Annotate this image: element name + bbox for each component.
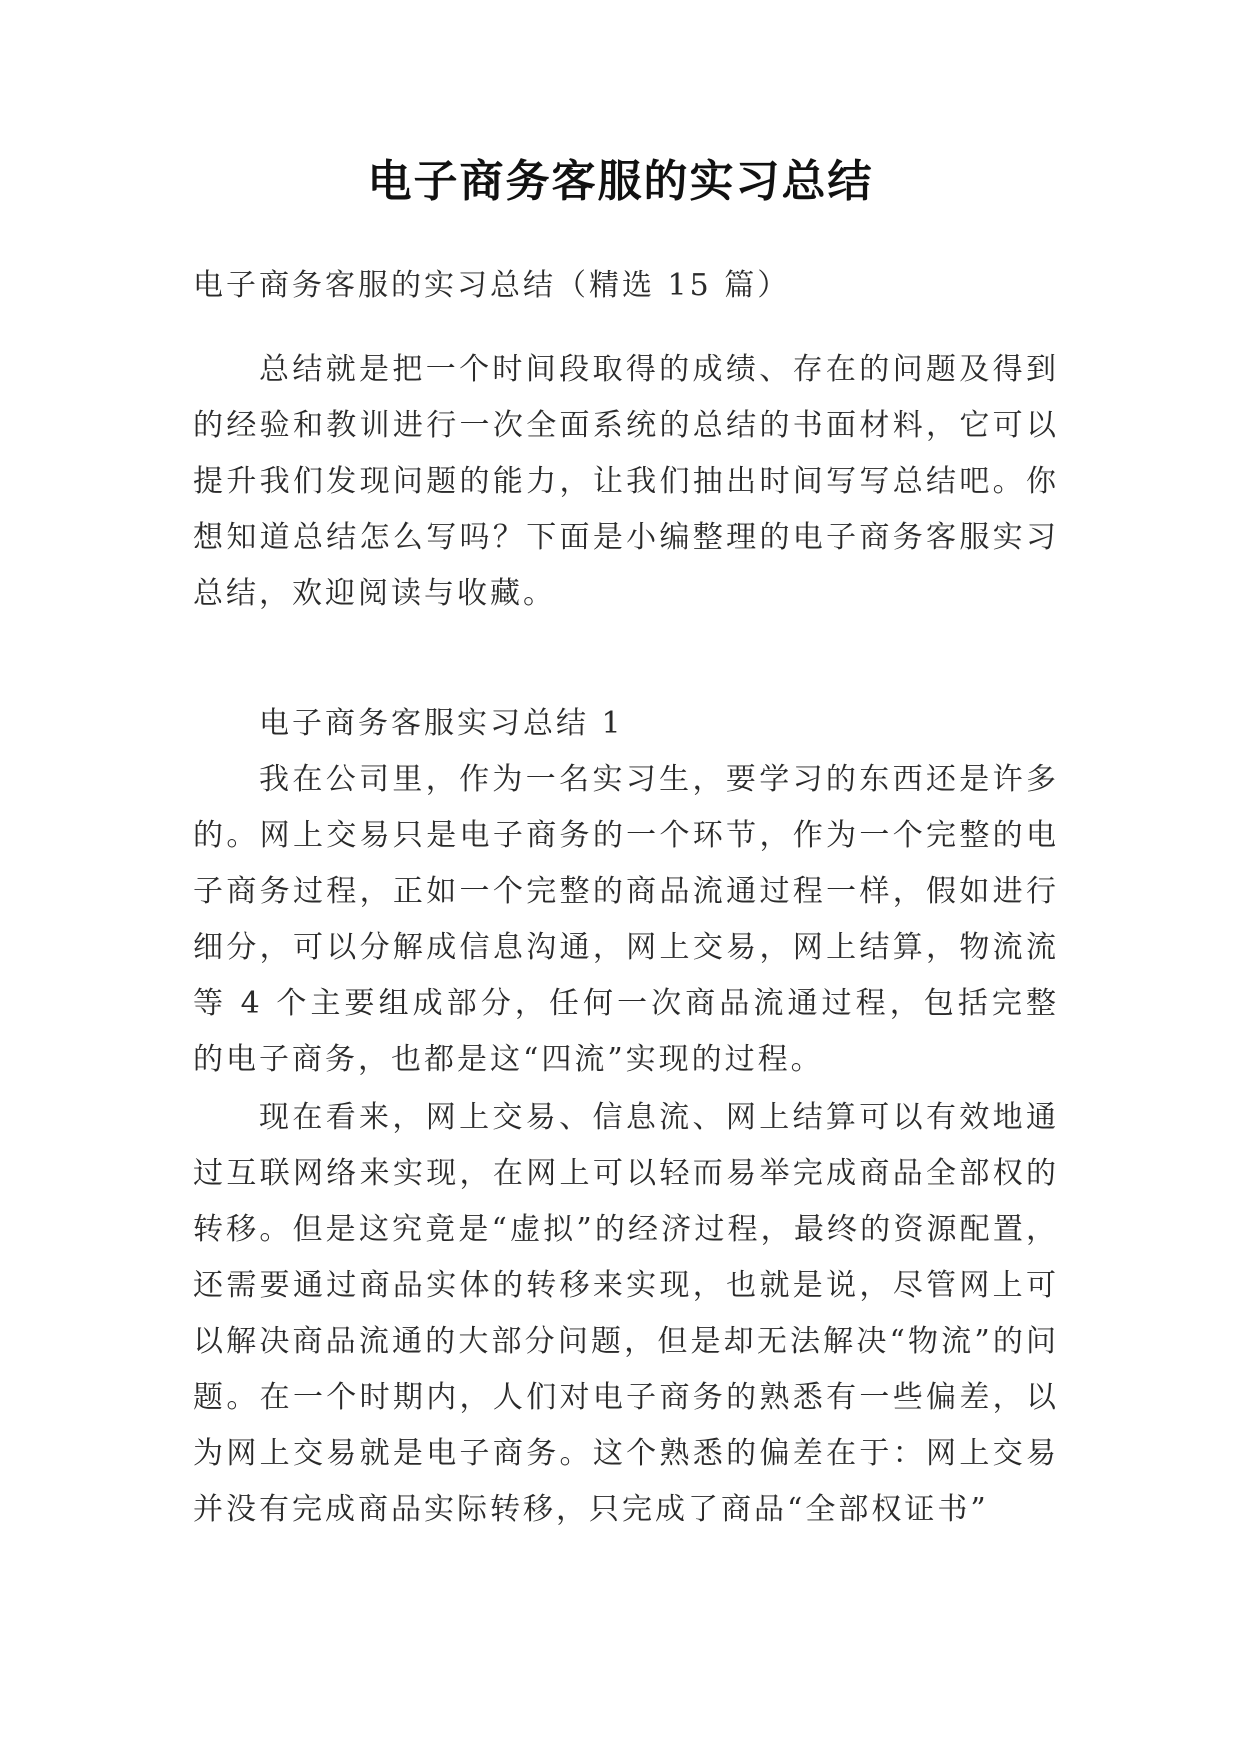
intro-paragraph: 总结就是把一个时间段取得的成绩、存在的问题及得到的经验和教训进行一次全面系统的总结的书面材料，它可以提升我们发现问题的能力，让我们抽出时间写写总结吧。你想知道总结怎么写吗？下面是小编整理的电子商务客服实习总结，欢迎阅读与收藏。: [193, 352, 1059, 611]
body-paragraph-2: 现在看来，网上交易、信息流、网上结算可以有效地通过互联网络来实现，在网上可以轻而易举完成商品全部权的转移。但是这究竟是“虚拟”的经济过程，最终的资源配置，还需要通过商品实体的转移来实现，也就是说，尽管网上可以解决商品流通的大部分问题，但是却无法解决“物流”的问题。在一个时期内，人们对电子商务的熟悉有一些偏差，以为网上交易就是电子商务。这个熟悉的偏差在于：网上交易并没有完成商品实际转移，只完成了商品“全部权证书”: [193, 1100, 1059, 1527]
body-paragraph-1: 我在公司里，作为一名实习生，要学习的东西还是许多的。网上交易只是电子商务的一个环节，作为一个完整的电子商务过程，正如一个完整的商品流通过程一样，假如进行细分，可以分解成信息沟通，网上交易，网上结算，物流流等 4 个主要组成部分，任何一次商品流通过程，包括完整的电子商务，也都是这“四流”实现的过程。: [193, 762, 1059, 1077]
section-heading: 电子商务客服实习总结 1: [259, 706, 624, 741]
document-title: 电子商务客服的实习总结: [367, 156, 874, 207]
document-subtitle: 电子商务客服的实习总结（精选 15 篇）: [193, 268, 791, 303]
